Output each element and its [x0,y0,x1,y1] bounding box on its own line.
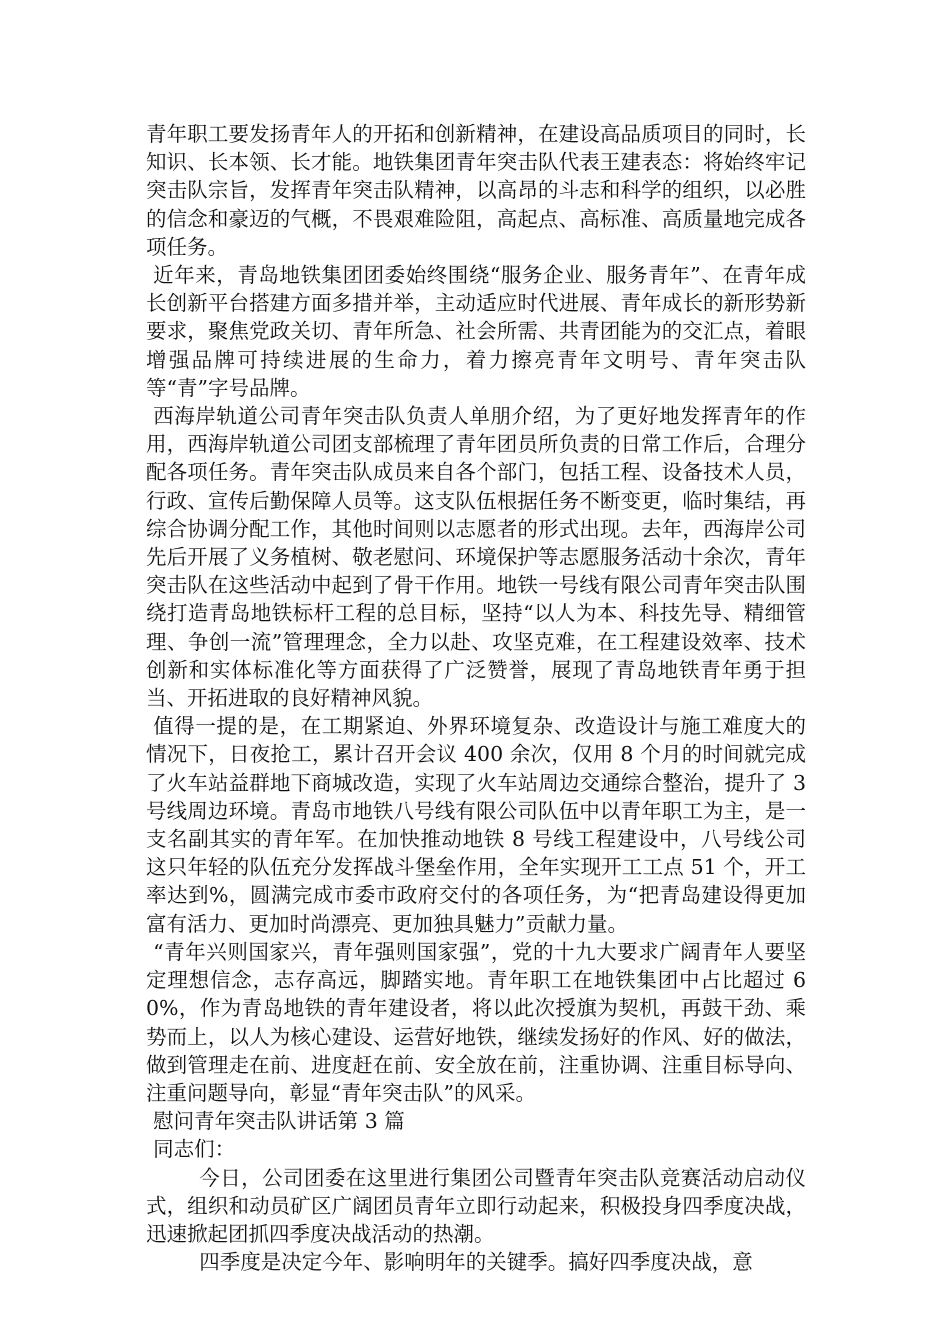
document-body [146,120,806,1276]
section-heading: 慰问青年突击队讲话第 3 篇 [153,1109,405,1134]
paragraph-1: 青年职工要发扬青年人的开拓和创新精神，在建设高品质项目的同时，长知识、长本领、长才能。地铁集团青年突击队代表王建表态：将始终牢记突击队宗旨，发挥青年突击队精神，以高昂的斗志和科学的组织，以必胜的信念和豪迈的气概，不畏艰难险阻，高起点、高标准、高质量地完成各项任务。 [146,122,806,259]
salutation: 同志们： [153,1137,236,1162]
paragraph-6: 今日，公司团委在这里进行集团公司暨青年突击队竞赛活动启动仪式，组织和动员矿区广阔团员青年立即行动起来，积极投身四季度决战，迅速掀起团抓四季度决战活动的热潮。 [146,1165,806,1246]
paragraph-5: “青年兴则国家兴，青年强则国家强”，党的十九大要求广阔青年人要坚定理想信念，志存高远，脚踏实地。青年职工在地铁集团中占比超过 60%，作为青岛地铁的青年建设者，将以此次授旗为契机，再鼓干劲、乘势而上，以人为核心建设、运营好地铁，继续发扬好的作风、好的做法，做到管理走在前、进度赶在前、安全放在前，注重协调、注重目标导向、注重问题导向，彰显“青年突击队”的风采。 [146,939,806,1105]
paragraph-2: 近年来，青岛地铁集团团委始终围绕“服务企业、服务青年”、在青年成长创新平台搭建方面多措并举，主动适应时代进展、青年成长的新形势新要求，聚焦党政关切、青年所急、社会所需、共青团能为的交汇点，着眼增强品牌可持续进展的生命力，着力擦亮青年文明号、青年突击队等“青”字号品牌。 [146,263,806,400]
paragraph-3: 西海岸轨道公司青年突击队负责人单朋介绍，为了更好地发挥青年的作用，西海岸轨道公司团支部梳理了青年团员所负责的日常工作后，合理分配各项任务。青年突击队成员来自各个部门，包括工程、设备技术人员，行政、宣传后勤保障人员等。这支队伍根据任务不断变更，临时集结，再综合协调分配工作，其他时间则以志愿者的形式出现。去年，西海岸公司先后开展了义务植树、敬老慰问、环境保护等志愿服务活动十余次，青年突击队在这些活动中起到了骨干作用。地铁一号线有限公司青年突击队围绕打造青岛地铁标杆工程的总目标，坚持“以人为本、科技先导、精细管理、争创一流”管理理念，全力以赴、攻坚克难，在工程建设效率、技术创新和实体标准化等方面获得了广泛赞誉，展现了青岛地铁青年勇于担当、开拓进取的良好精神风貌。 [146,404,806,711]
paragraph-4: 值得一提的是，在工期紧迫、外界环境复杂、改造设计与施工难度大的情况下，日夜抢工，累计召开会议 400 余次，仅用 8 个月的时间就完成了火车站益群地下商城改造，实现了火车站周边交通综合整治，提升了 3 号线周边环境。青岛市地铁八号线有限公司队伍中以青年职工为主，是一支名副其实的青年军。在加快推动地铁 8 号线工程建设中，八号线公司这只年轻的队伍充分发挥战斗堡垒作用，全年实现开工工点 51 个，开工率达到%，圆满完成市委市政府交付的各项任务，为“把青岛建设得更加富有活力、更加时尚漂亮、更加独具魅力”贡献力量。 [146,714,806,936]
paragraph-7: 四季度是决定今年、影响明年的关键季。搞好四季度决战，意 [199,1250,753,1275]
